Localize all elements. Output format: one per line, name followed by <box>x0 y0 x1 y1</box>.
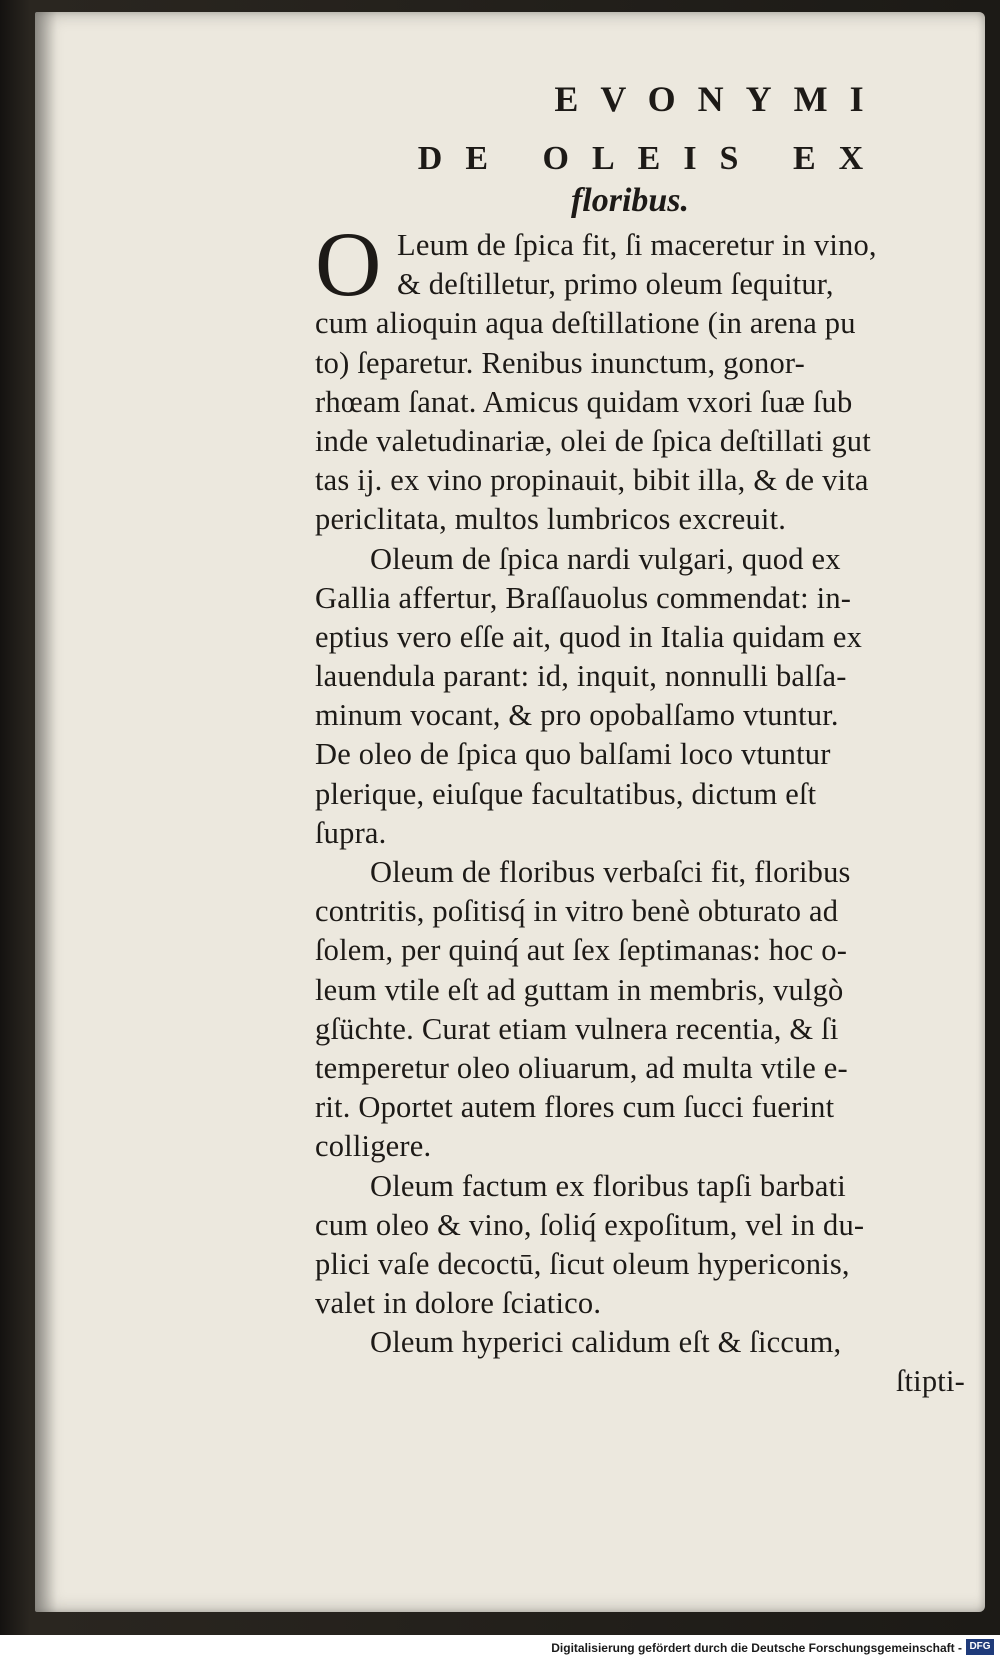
text-line: plerique, eiuſque facultatibus, dictum eſt <box>315 776 817 811</box>
text-line: Oleum de ſpica nardi vulgari, quod ex <box>370 541 841 576</box>
text-line: to) ſeparetur. Renibus inunctum, gonor- <box>315 345 806 380</box>
text-line: & deſtilletur, primo oleum ſequitur, <box>397 267 834 302</box>
catchword: ſtipti- <box>895 1364 965 1399</box>
text-line: temperetur oleo oliuarum, ad multa vtile e- <box>315 1050 848 1085</box>
text-line: rit. Oportet autem flores cum ſucci fuerint <box>315 1090 835 1125</box>
page-gutter-shadow <box>35 12 57 1612</box>
text-line: lauendula parant: id, inquit, nonnulli balſa- <box>315 659 847 694</box>
footer-credit: Digitalisierung gefördert durch die Deutsche Forschungsgemeinschaft - <box>551 1641 962 1655</box>
text-line: valet in dolore ſciatico. <box>315 1286 602 1321</box>
text-line: Oleum factum ex floribus tapſi barbati <box>370 1168 846 1203</box>
text-line: contritis, poſitisq́ in vitro benè obturato ad <box>315 894 839 929</box>
text-line: plici vaſe decoctū, ſicut oleum hypericonis, <box>315 1246 850 1281</box>
drop-cap: O <box>315 213 382 315</box>
text-line: colligere. <box>315 1129 432 1164</box>
text-line: eptius vero eſſe ait, quod in Italia quidam ex <box>315 619 863 654</box>
text-line: periclitata, multos lumbricos excreuit. <box>315 502 787 537</box>
text-line: inde valetudinariæ, olei de ſpica deſtillati gut <box>315 423 871 458</box>
running-head: EVONYMI <box>554 79 886 119</box>
text-line: ſolem, per quinq́ aut ſex ſeptimanas: hoc o- <box>315 933 848 968</box>
text-line: Oleum hyperici calidum eſt & ſiccum, <box>370 1325 842 1360</box>
text-line: cum alioquin aqua deſtillatione (in arena pu <box>315 306 856 341</box>
section-title: DE OLEIS EX <box>417 140 887 177</box>
text-line: De oleo de ſpica quo balſami loco vtuntur <box>315 737 831 772</box>
text-line: gſüchte. Curat etiam vulnera recentia, & ſi <box>315 1011 839 1046</box>
text-line: leum vtile eſt ad guttam in membris, vulgò <box>315 972 844 1007</box>
paragraph-4 <box>315 1167 975 1324</box>
text-line: Oleum de floribus verbaſci fit, floribus <box>370 855 851 889</box>
paragraph-5 <box>315 1323 975 1401</box>
text-line: tas ij. ex vino propinauit, bibit illa, & de vita <box>315 463 869 498</box>
paragraph-1 <box>315 213 975 540</box>
text-line: rhœam ſanat. Amicus quidam vxori ſuæ ſub <box>315 384 853 419</box>
text-line: Leum de ſpica fit, ſi maceretur in vino, <box>397 228 877 262</box>
text-line: minum vocant, & pro opobalſamo vtuntur. <box>315 698 839 733</box>
dfg-logo: DFG <box>966 1639 994 1655</box>
paragraph-2 <box>315 540 975 854</box>
digitization-footer <box>0 1635 1000 1663</box>
section-subtitle: floribus. <box>570 182 690 219</box>
text-line: cum oleo & vino, ſoliq́ expoſitum, vel in du- <box>315 1207 865 1242</box>
paragraph-3 <box>315 853 975 1167</box>
page-text <box>315 78 975 1402</box>
text-line: ſupra. <box>315 815 387 850</box>
text-line: Gallia affertur, Braſſauolus commendat: in- <box>315 580 852 615</box>
